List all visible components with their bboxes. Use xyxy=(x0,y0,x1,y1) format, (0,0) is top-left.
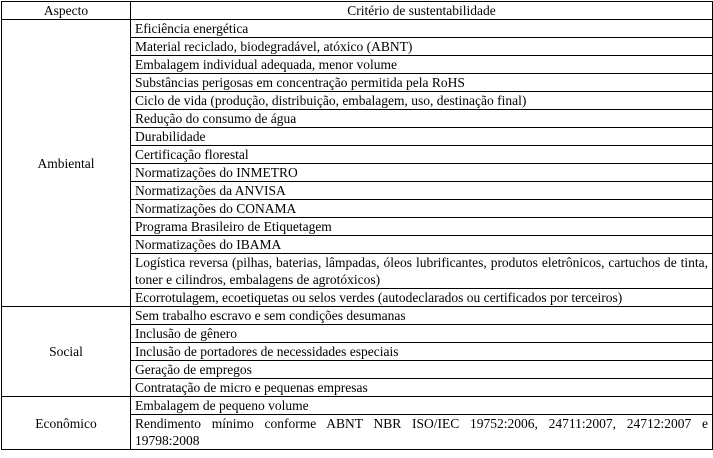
criterion-cell: Material reciclado, biodegradável, atóxico (ABNT) xyxy=(131,38,713,56)
criterion-cell: Geração de empregos xyxy=(131,361,713,379)
criterion-cell: Logística reversa (pilhas, baterias, lâmpadas, óleos lubrificantes, produtos eletrônicos, cartuchos de tinta, toner e cilindros, embalagens de agrotóxicos) xyxy=(131,254,713,289)
criterion-cell: Normatizações do INMETRO xyxy=(131,164,713,182)
aspect-economico: Econômico xyxy=(2,397,131,450)
sustainability-criteria-table xyxy=(1,1,713,450)
table-row xyxy=(2,307,713,325)
criterion-cell: Normatizações do CONAMA xyxy=(131,200,713,218)
header-criterion: Critério de sustentabilidade xyxy=(131,2,713,20)
table-row xyxy=(2,20,713,38)
criterion-cell: Durabilidade xyxy=(131,128,713,146)
header-row xyxy=(2,2,713,20)
criterion-cell: Inclusão de portadores de necessidades especiais xyxy=(131,343,713,361)
aspect-ambiental: Ambiental xyxy=(2,20,131,307)
criterion-cell: Rendimento mínimo conforme ABNT NBR ISO/IEC 19752:2006, 24711:2007, 24712:2007 e 19798:2008 xyxy=(131,415,713,450)
criterion-cell: Redução do consumo de água xyxy=(131,110,713,128)
criterion-cell: Normatizações da ANVISA xyxy=(131,182,713,200)
criterion-cell: Programa Brasileiro de Etiquetagem xyxy=(131,218,713,236)
aspect-social: Social xyxy=(2,307,131,397)
criterion-cell: Inclusão de gênero xyxy=(131,325,713,343)
table-row xyxy=(2,397,713,415)
criterion-cell: Eficiência energética xyxy=(131,20,713,38)
criterion-cell: Contratação de micro e pequenas empresas xyxy=(131,379,713,397)
criterion-cell: Certificação florestal xyxy=(131,146,713,164)
criterion-cell: Substâncias perigosas em concentração permitida pela RoHS xyxy=(131,74,713,92)
criterion-cell: Sem trabalho escravo e sem condições desumanas xyxy=(131,307,713,325)
criterion-cell: Ciclo de vida (produção, distribuição, embalagem, uso, destinação final) xyxy=(131,92,713,110)
criterion-cell: Embalagem individual adequada, menor volume xyxy=(131,56,713,74)
criterion-cell: Embalagem de pequeno volume xyxy=(131,397,713,415)
criterion-cell: Normatizações do IBAMA xyxy=(131,236,713,254)
criterion-cell: Ecorrotulagem, ecoetiquetas ou selos verdes (autodeclarados ou certificados por terceiros) xyxy=(131,289,713,307)
header-aspect: Aspecto xyxy=(2,2,131,20)
